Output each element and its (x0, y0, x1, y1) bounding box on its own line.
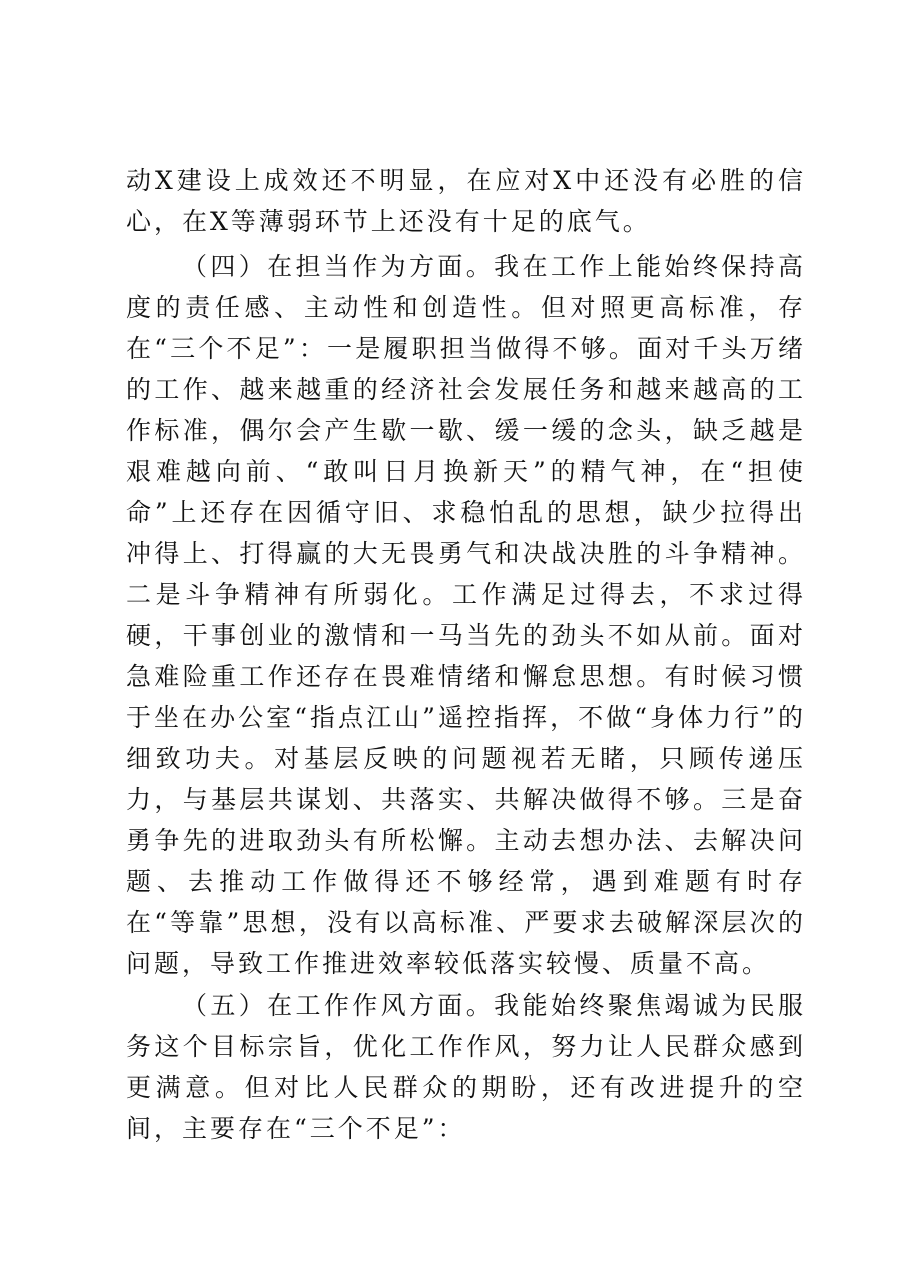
paragraph-text: 动X建设上成效还不明显，在应对X中还没有必胜的信心，在X等薄弱环节上还没有十足的底气。 (126, 166, 806, 236)
paragraph-continuation (126, 160, 806, 252)
paragraph-text: （四）在担当作为方面。我在工作上能始终保持高度的责任感、主动性和创造性。但对照更高标准，存在“三个不足”：一是履职担当做得不够。面对千头万绪的工作、越来越重的经济社会发展任务和越来越高的工作标准，偶尔会产生歇一歇、缓一缓的念头，缺乏越是艰难越向前、“敢叫日月换新天”的精气神，在“担使命”上还存在因循守旧、求稳怕乱的思想，缺少拉得出冲得上、打得赢的大无畏勇气和决战决胜的斗争精神。二是斗争精神有所弱化。工作满足过得去，不求过得硬，干事创业的激情和一马当先的劲头不如从前。面对急难险重工作还存在畏难情绪和懈怠思想。有时候习惯于坐在办公室“指点江山”遥控指挥，不做“身体力行”的细致功夫。对基层反映的问题视若无睹，只顾传递压力，与基层共谋划、共落实、共解决做得不够。三是奋勇争先的进取劲头有所松懈。主动去想办法、去解决问题、去推动工作做得还不够经常，遇到难题有时存在“等靠”思想，没有以高标准、严要求去破解深层次的问题，导致工作推进效率较低落实较慢、质量不高。 (126, 252, 806, 978)
paragraph-section-five (126, 985, 806, 1159)
paragraph-section-four (126, 246, 806, 994)
paragraph-text: （五）在工作作风方面。我能始终聚焦竭诚为民服务这个目标宗旨，优化工作作风，努力让人民群众感到更满意。但对比人民群众的期盼，还有改进提升的空间，主要存在“三个不足”： (126, 991, 806, 1143)
